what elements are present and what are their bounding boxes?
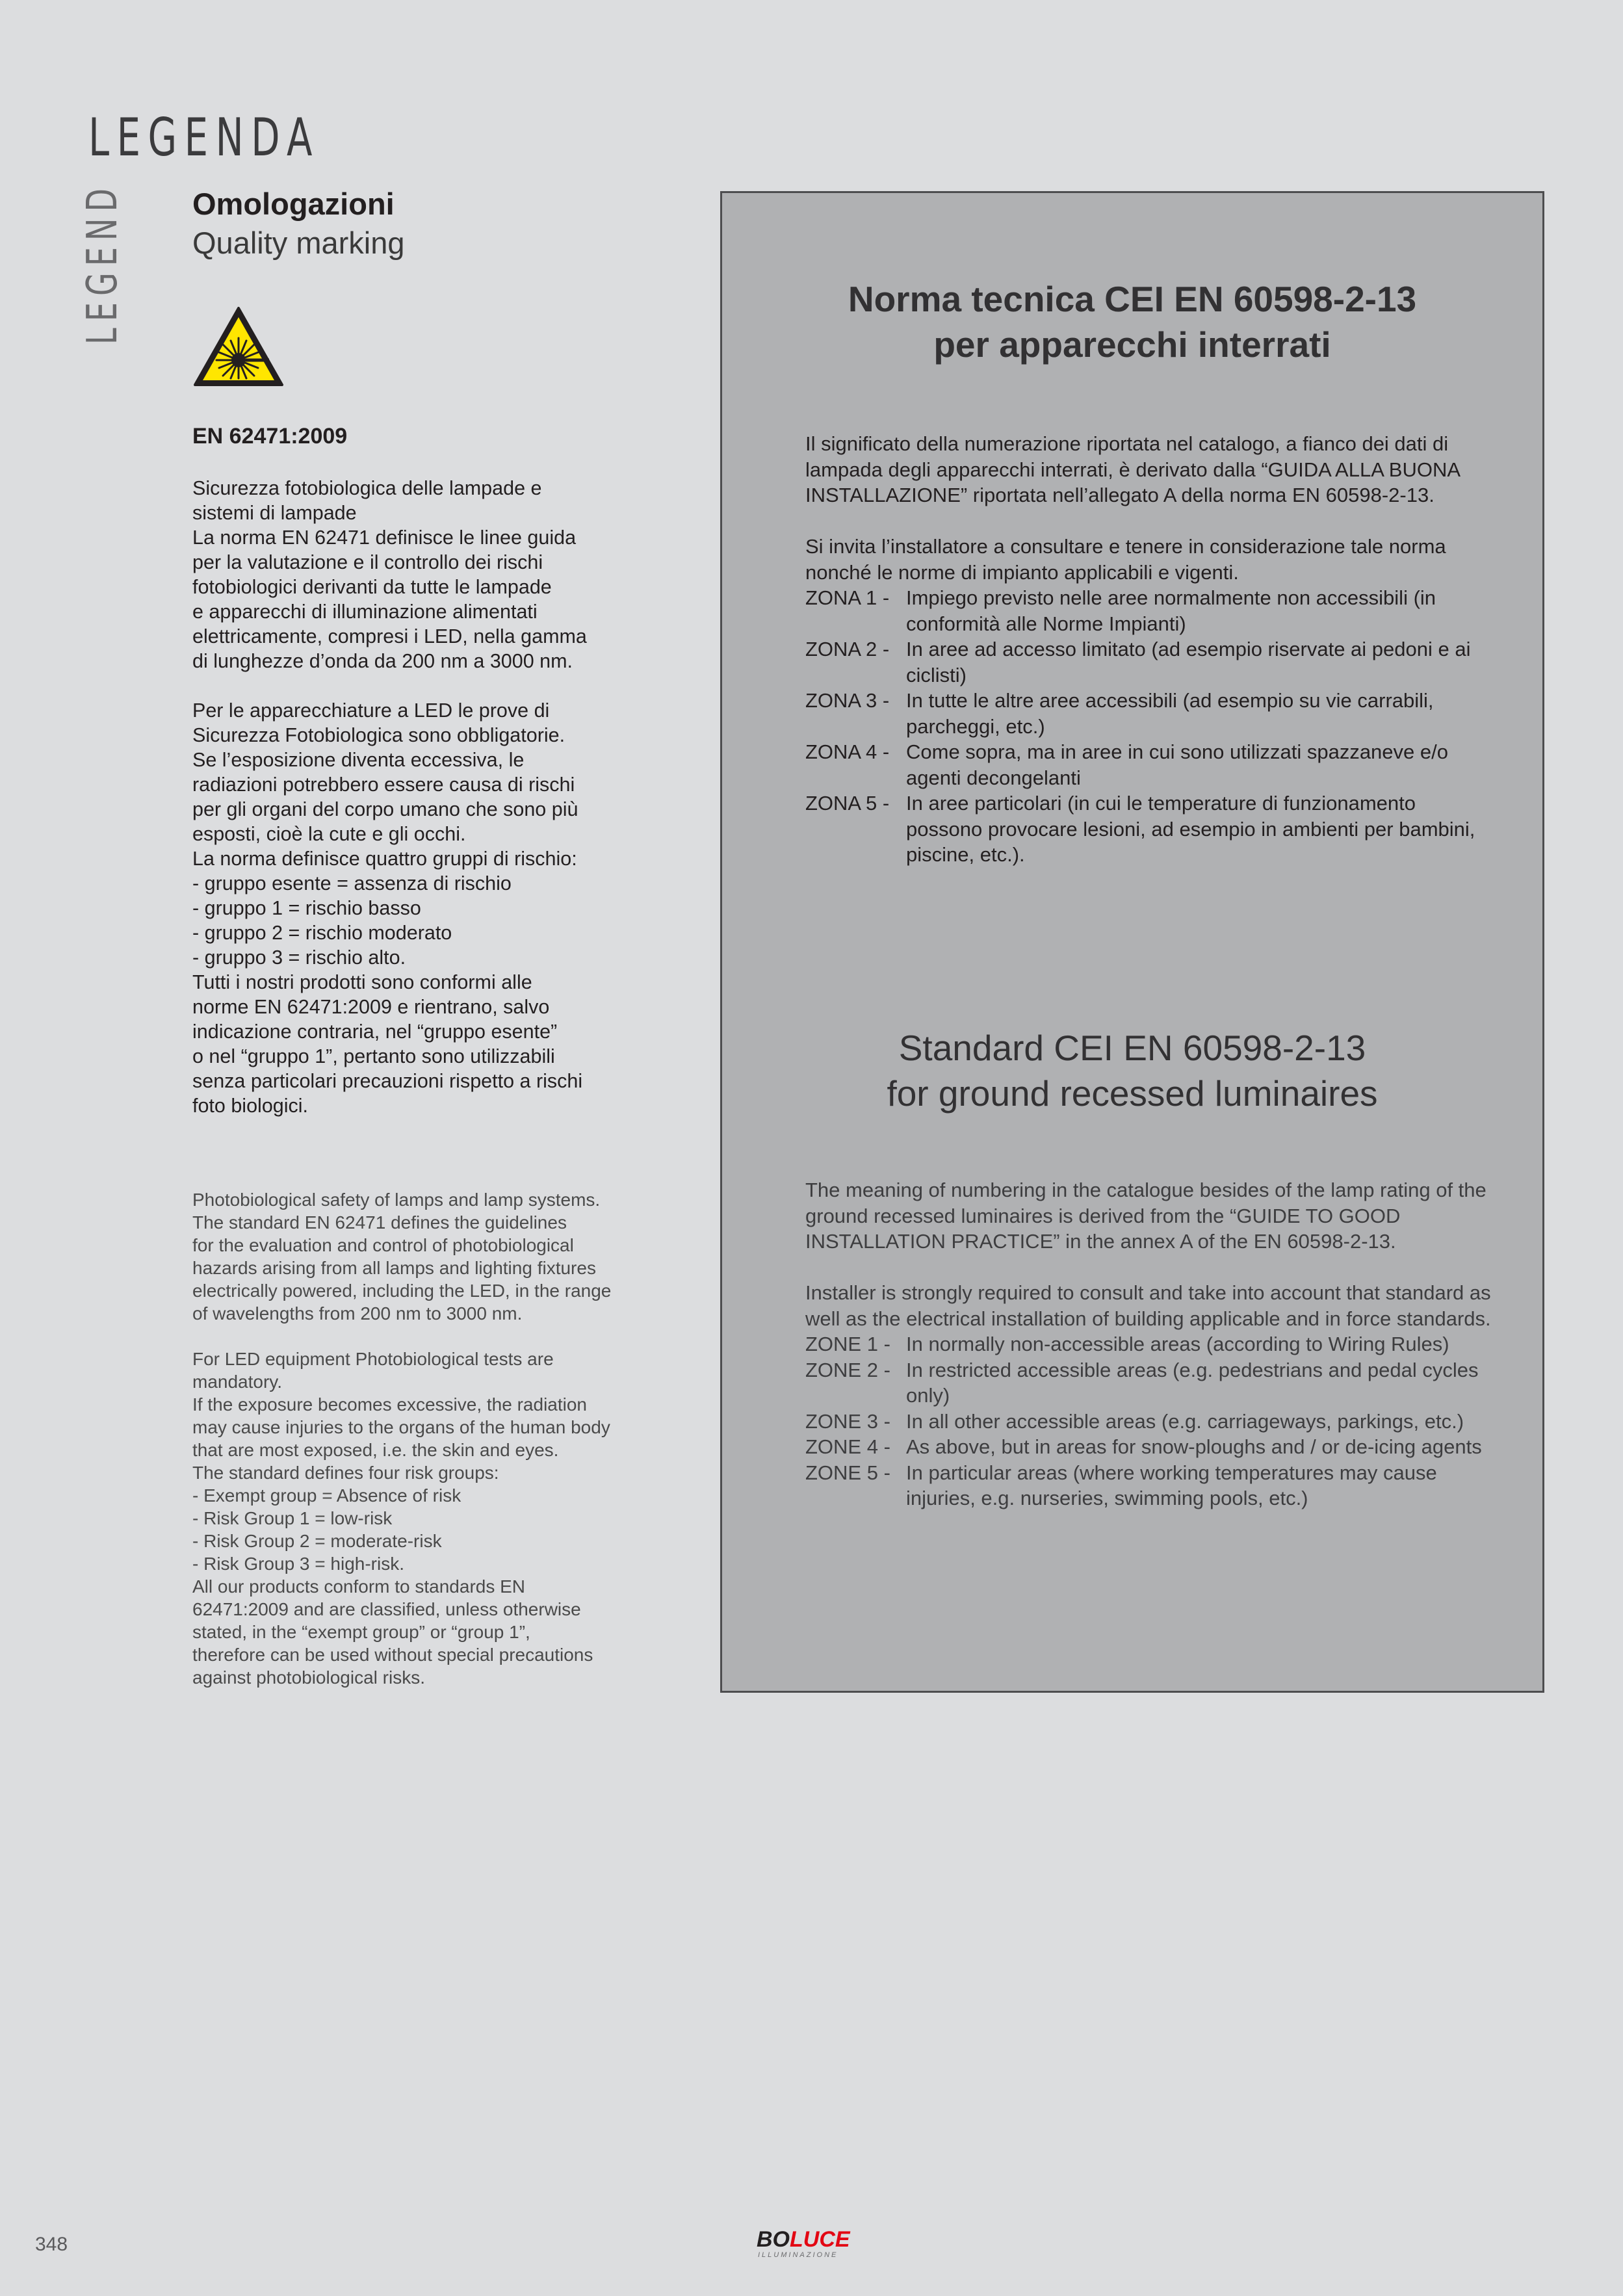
english-body-text — [192, 1188, 647, 1712]
english-zone-label: ZONE 3 - — [805, 1409, 890, 1433]
italian-body-line: di lunghezze d’onda da 200 nm a 3000 nm. — [192, 650, 573, 672]
italian-zone-list — [805, 585, 1494, 868]
italian-body-line: senza particolari precauzioni rispetto a rischi — [192, 1070, 583, 1092]
italian-body-line: Se l’esposizione diventa eccessiva, le — [192, 749, 525, 771]
italian-body-line: Sicurezza fotobiologica delle lampade e — [192, 477, 542, 499]
italian-body-line: per la valutazione e il controllo dei rischi — [192, 551, 543, 573]
english-body-line: mandatory. — [192, 1372, 282, 1392]
english-body-line: - Risk Group 2 = moderate-risk — [192, 1531, 442, 1551]
italian-body-line: - gruppo 2 = rischio moderato — [192, 922, 452, 944]
english-body-line: hazards arising from all lamps and lighting fixtures — [192, 1258, 596, 1278]
english-body-line: stated, in the “exempt group” or “group 1”, — [192, 1622, 530, 1642]
italian-paragraph-1: Il significato della numerazione riportata nel catalogo, a fianco dei dati di lampada degli apparecchi interrati, è derivato dalla “GUIDA ALLA BUONA INSTALLAZIONE” riportata nell’allegato A della norma EN 60598-2-13. — [805, 432, 1460, 506]
english-body-line: that are most exposed, i.e. the skin and eyes. — [192, 1440, 559, 1460]
english-zone-text: In restricted accessible areas (e.g. pedestrians and pedal cycles only) — [906, 1358, 1479, 1407]
english-body-line: 62471:2009 and are classified, unless otherwise — [192, 1599, 581, 1619]
italian-zone-text: In aree particolari (in cui le temperature di funzionamento possono provocare lesioni, ad esempio in ambienti per bambini, piscine, etc.). — [906, 792, 1475, 866]
italian-body-line: elettricamente, compresi i LED, nella gamma — [192, 625, 587, 647]
italian-body-line: - gruppo esente = assenza di rischio — [192, 872, 512, 894]
italian-body-line: indicazione contraria, nel “gruppo esente” — [192, 1021, 558, 1043]
italian-zone-label: ZONA 5 - — [805, 792, 890, 815]
english-body-line: For LED equipment Photobiological tests are — [192, 1349, 554, 1369]
english-zone-row — [805, 1331, 1494, 1357]
english-body-line: - Risk Group 3 = high-risk. — [192, 1554, 404, 1574]
italian-heading-line1: Norma tecnica CEI EN 60598-2-13 — [848, 279, 1417, 319]
english-body-paragraph — [192, 1348, 647, 1689]
italian-heading-line2: per apparecchi interrati — [933, 324, 1331, 365]
english-body-line: If the exposure becomes excessive, the radiation — [192, 1394, 588, 1415]
english-body-line: The standard defines four risk groups: — [192, 1463, 499, 1483]
italian-body-line: per gli organi del corpo umano che sono più — [192, 798, 578, 820]
italian-body-line: Per le apparecchiature a LED le prove di — [192, 699, 550, 722]
standard-info-box — [720, 191, 1544, 1693]
italian-body-line: La norma definisce quattro gruppi di rischio: — [192, 848, 577, 870]
italian-zone-label: ZONA 2 - — [805, 638, 890, 660]
italian-body-line: fotobiologici derivanti da tutte le lampade — [192, 576, 552, 598]
italian-zone-text: Impiego previsto nelle aree normalmente non accessibili (in conformità alle Norme Impianti) — [906, 586, 1436, 635]
english-zone-label: ZONE 1 - — [805, 1333, 890, 1355]
italian-body-paragraph — [192, 476, 647, 673]
italian-zone-row — [805, 636, 1494, 688]
english-zone-row — [805, 1460, 1494, 1511]
english-body-line: - Exempt group = Absence of risk — [192, 1485, 461, 1506]
italian-paragraph-2: Si invita l’installatore a consultare e tenere in considerazione tale norma nonché le norme di impianto applicabili e vigenti. — [805, 535, 1446, 584]
english-body-paragraph — [192, 1188, 647, 1325]
italian-body-text — [192, 476, 647, 1143]
english-zone-text: In all other accessible areas (e.g. carriageways, parkings, etc.) — [906, 1409, 1464, 1433]
english-heading-line1: Standard CEI EN 60598-2-13 — [898, 1028, 1366, 1068]
italian-body-line: e apparecchi di illuminazione alimentati — [192, 601, 538, 623]
english-body-line: The standard EN 62471 defines the guidelines — [192, 1212, 567, 1233]
english-body-line: for the evaluation and control of photobiological — [192, 1235, 574, 1255]
italian-body-line: Sicurezza Fotobiologica sono obbligatorie. — [192, 724, 565, 746]
italian-body-line: - gruppo 3 = rischio alto. — [192, 946, 406, 969]
english-body-line: Photobiological safety of lamps and lamp systems. — [192, 1190, 601, 1210]
english-zone-label: ZONE 4 - — [805, 1435, 890, 1458]
italian-body-line: - gruppo 1 = rischio basso — [192, 897, 421, 919]
italian-zone-text: In tutte le altre aree accessibili (ad esempio su vie carrabili, parcheggi, etc.) — [906, 689, 1434, 738]
english-standard-heading — [722, 1025, 1542, 1116]
english-paragraph-2: Installer is strongly required to consult and take into account that standard as well as the electrical installation of building applicable and in force standards. — [805, 1281, 1491, 1330]
italian-body-line: esposti, cioè la cute e gli occhi. — [192, 823, 466, 845]
italian-zone-label: ZONA 4 - — [805, 740, 890, 763]
section-title: Omologazioni — [192, 187, 395, 221]
italian-zone-text: In aree ad accesso limitato (ad esempio riservate ai pedoni e ai ciclisti) — [906, 638, 1471, 686]
italian-body-paragraph — [192, 698, 647, 1118]
italian-body-line: o nel “gruppo 1”, pertanto sono utilizzabili — [192, 1045, 555, 1067]
italian-body-line: La norma EN 62471 definisce le linee guida — [192, 527, 577, 549]
vertical-legend-label: LEGEND — [79, 181, 127, 345]
italian-body-line: foto biologici. — [192, 1095, 309, 1117]
boluce-logo — [754, 2226, 871, 2260]
italian-standard-body — [805, 431, 1494, 868]
italian-zone-row — [805, 739, 1494, 790]
english-zone-text: As above, but in areas for snow-ploughs and / or de-icing agents — [906, 1435, 1482, 1458]
italian-zone-label: ZONA 3 - — [805, 689, 890, 712]
page-header-title: LEGENDA — [88, 107, 320, 168]
italian-standard-heading — [722, 276, 1542, 367]
english-paragraph-1: The meaning of numbering in the catalogue besides of the lamp rating of the ground recessed luminaires is derived from the “GUIDE TO GOOD INSTALLATION PRACTICE” in the annex A of the EN 60598-2-13. — [805, 1179, 1487, 1253]
norm-title: EN 62471:2009 — [192, 424, 348, 449]
italian-zone-row — [805, 688, 1494, 739]
english-zone-label: ZONE 2 - — [805, 1358, 890, 1381]
english-body-line: electrically powered, including the LED, in the range — [192, 1281, 612, 1301]
italian-body-line: sistemi di lampade — [192, 502, 357, 524]
laser-warning-icon — [192, 306, 285, 389]
english-body-line: may cause injuries to the organs of the human body — [192, 1417, 610, 1437]
page-number: 348 — [35, 2234, 68, 2255]
english-heading-line2: for ground recessed luminaires — [887, 1073, 1378, 1114]
italian-body-line: radiazioni potrebbero essere causa di rischi — [192, 774, 575, 796]
italian-zone-label: ZONA 1 - — [805, 586, 890, 609]
english-standard-body — [805, 1177, 1494, 1511]
english-zone-row — [805, 1434, 1494, 1460]
logo-tagline: ILLUMINAZIONE — [758, 2251, 838, 2259]
logo-brand: BOLUCE — [757, 2227, 850, 2252]
italian-body-line: norme EN 62471:2009 e rientrano, salvo — [192, 996, 550, 1018]
english-zone-list — [805, 1331, 1494, 1511]
english-zone-row — [805, 1357, 1494, 1409]
english-body-line: against photobiological risks. — [192, 1667, 425, 1688]
english-zone-label: ZONE 5 - — [805, 1461, 890, 1484]
english-body-line: All our products conform to standards EN — [192, 1576, 526, 1597]
italian-zone-row — [805, 585, 1494, 636]
english-body-line: - Risk Group 1 = low-risk — [192, 1508, 393, 1528]
english-zone-text: In normally non-accessible areas (according to Wiring Rules) — [906, 1333, 1449, 1355]
english-body-line: therefore can be used without special precautions — [192, 1645, 593, 1665]
english-body-line: of wavelengths from 200 nm to 3000 nm. — [192, 1303, 523, 1324]
italian-body-line: Tutti i nostri prodotti sono conformi alle — [192, 971, 532, 993]
section-subtitle: Quality marking — [192, 226, 405, 260]
english-zone-text: In particular areas (where working temperatures may cause injuries, e.g. nurseries, swimming pools, etc.) — [906, 1461, 1437, 1509]
italian-zone-text: Come sopra, ma in aree in cui sono utilizzati spazzaneve e/o agenti decongelanti — [906, 740, 1448, 789]
english-zone-row — [805, 1409, 1494, 1435]
italian-zone-row — [805, 790, 1494, 868]
